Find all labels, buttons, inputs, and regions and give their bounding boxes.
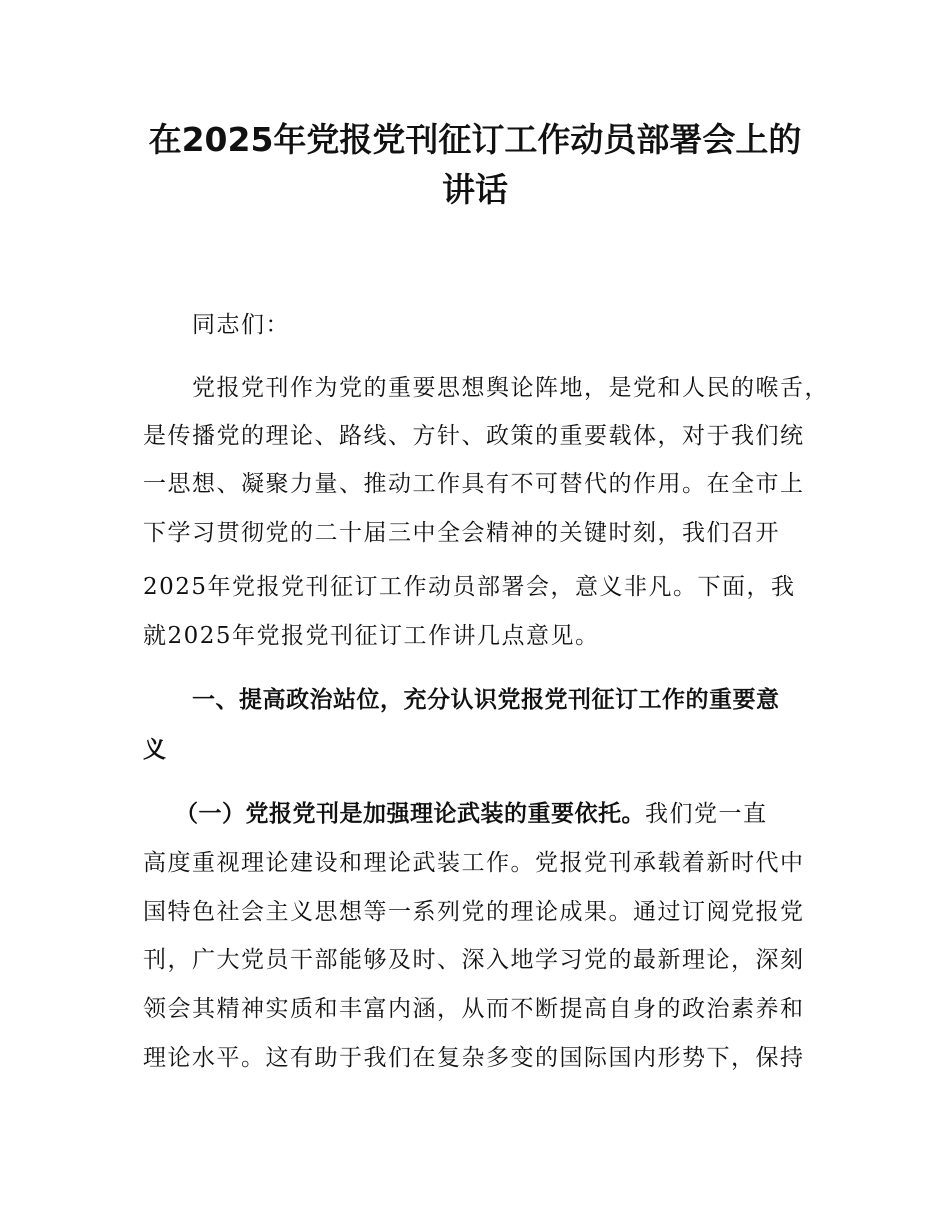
paragraph-line: 高度重视理论建设和理论武装工作。党报党刊承载着新时代中	[143, 850, 805, 876]
subsection-first-line	[175, 797, 768, 831]
paragraph-line: 刊，广大党员干部能够及时、深入地学习党的最新理论，深刻	[143, 947, 805, 973]
salutation: 同志们：	[192, 312, 290, 338]
section-heading-line-2: 义	[143, 737, 167, 763]
paragraph-line: 一思想、凝聚力量、推动工作具有不可替代的作用。在全市上	[143, 471, 805, 497]
paragraph-line: 2025年党报党刊征订工作动员部署会，意义非凡。下面，我	[143, 574, 796, 600]
paragraph-line: 理论水平。这有助于我们在复杂多变的国际国内形势下，保持	[143, 1045, 805, 1071]
paragraph-line: 国特色社会主义思想等一系列党的理论成果。通过订阅党报党	[143, 899, 805, 925]
paragraph-line: 下学习贯彻党的二十届三中全会精神的关键时刻，我们召开	[143, 520, 780, 546]
paragraph-line: 就2025年党报党刊征订工作讲几点意见。	[143, 623, 600, 649]
paragraph-line: 领会其精神实质和丰富内涵，从而不断提高自身的政治素养和	[143, 996, 805, 1022]
paragraph-line: 党报党刊作为党的重要思想舆论阵地，是党和人民的喉舌，	[192, 375, 829, 401]
subsection-text: 我们党一直	[645, 801, 768, 827]
document-title-line-1: 在2025年党报党刊征订工作动员部署会上的	[148, 120, 802, 159]
section-heading-line-1: 一、提高政治站位，充分认识党报党刊征订工作的重要意	[192, 687, 780, 713]
document-title-line-2: 讲话	[442, 170, 508, 209]
subsection-heading: （一）党报党刊是加强理论武装的重要依托。	[175, 801, 645, 827]
paragraph-line: 是传播党的理论、路线、方针、政策的重要载体，对于我们统	[143, 423, 805, 449]
